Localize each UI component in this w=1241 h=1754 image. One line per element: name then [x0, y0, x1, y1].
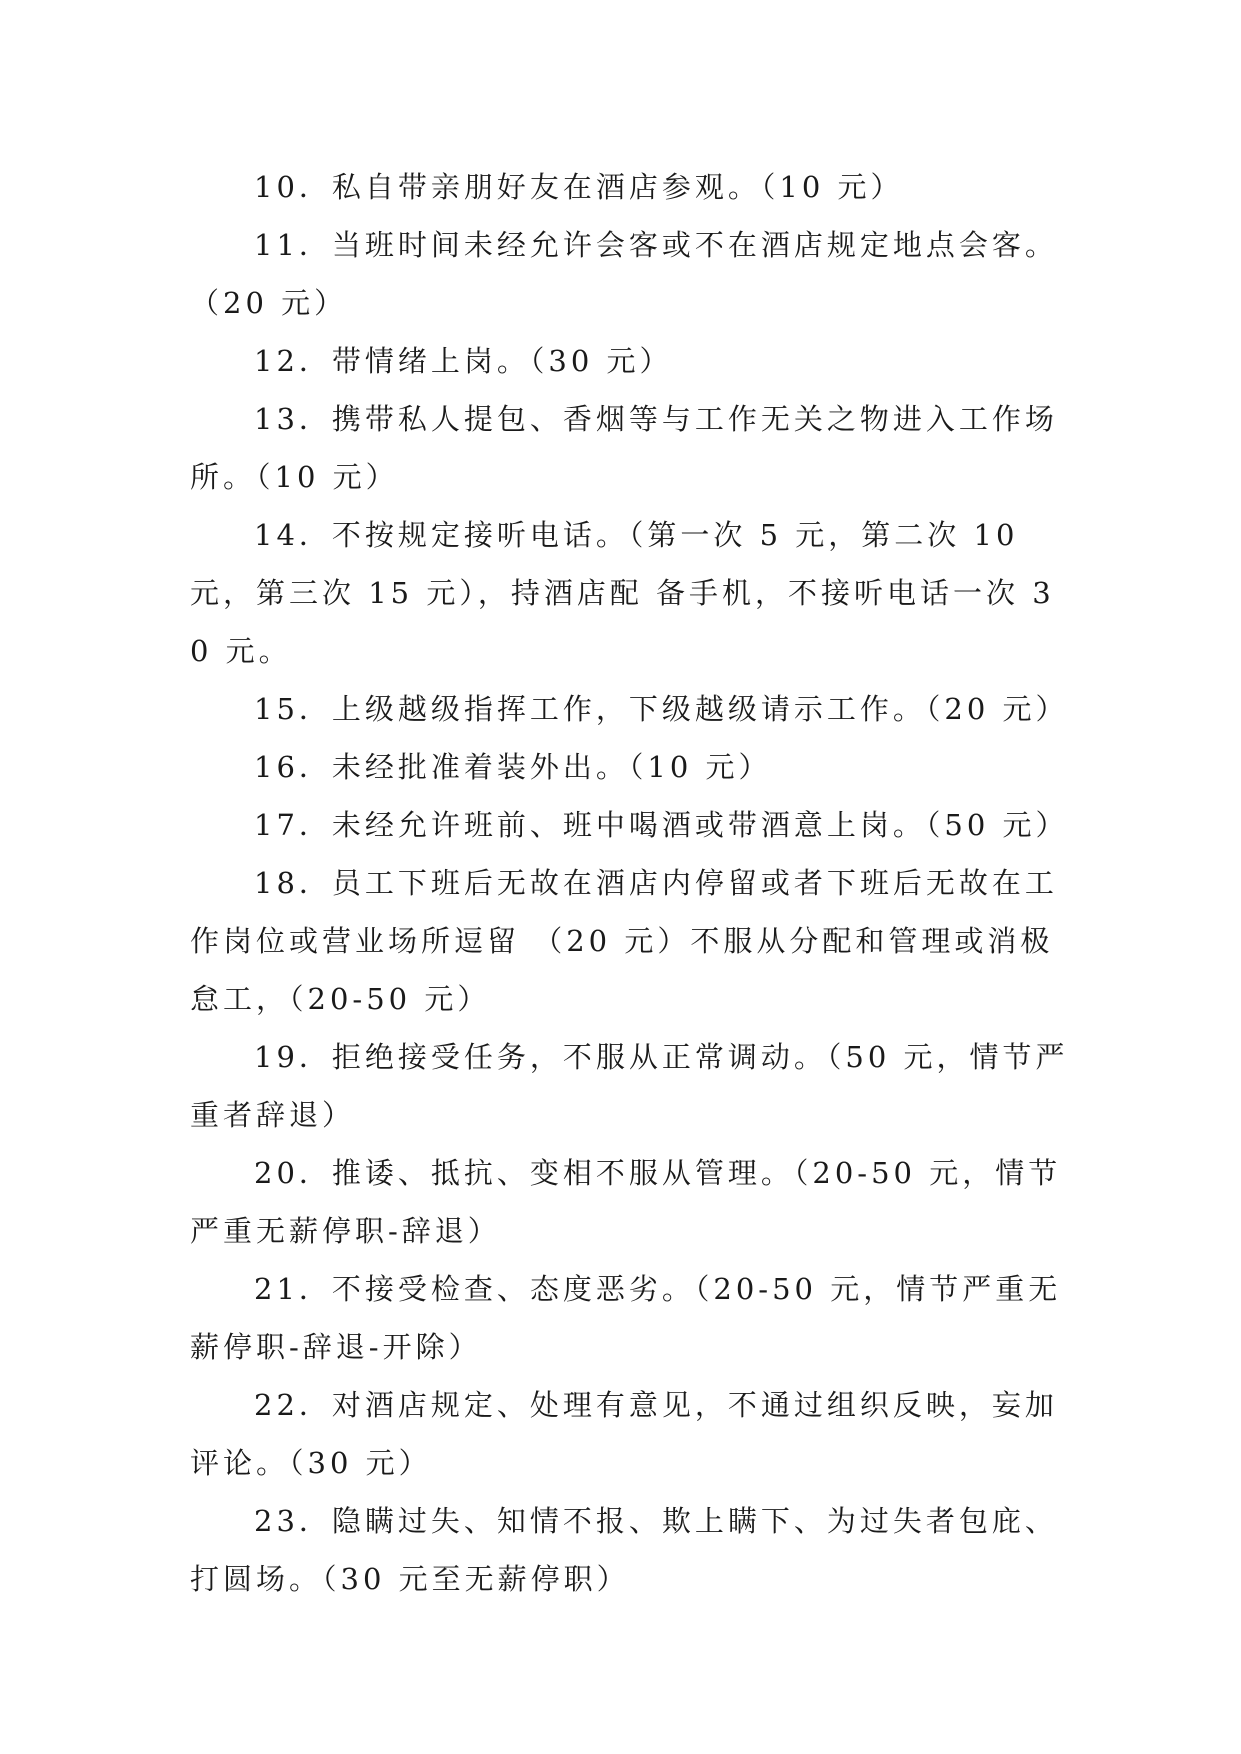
rule-item-21: 21．不接受检查、态度恶劣。（20-50 元，情节严重无薪停职-辞退-开除）: [190, 1272, 1062, 1364]
rule-item-16: 16．未经批准着装外出。（10 元）: [254, 750, 772, 784]
rule-item-14: 14．不按规定接听电话。（第一次 5 元，第二次 10 元，第三次 15 元），持酒店配 备手机，不接听电话一次 30 元。: [190, 518, 1055, 668]
rule-item-15: 15．上级越级指挥工作，下级越级请示工作。（20 元）: [254, 692, 1069, 726]
rule-item-13: 13．携带私人提包、香烟等与工作无关之物进入工作场所。（10 元）: [190, 402, 1058, 494]
rule-item-11: 11．当班时间未经允许会客或不在酒店规定地点会客。（20 元）: [190, 228, 1058, 320]
rule-item-18: 18．员工下班后无故在酒店内停留或者下班后无故在工作岗位或营业场所逗留 （20 元）不服从分配和管理或消极怠工，（20-50 元）: [190, 866, 1058, 1016]
rule-item-19: 19．拒绝接受任务，不服从正常调动。（50 元，情节严重者辞退）: [190, 1040, 1069, 1132]
rule-item-17: 17．未经允许班前、班中喝酒或带酒意上岗。（50 元）: [254, 808, 1069, 842]
rule-item-22: 22．对酒店规定、处理有意见，不通过组织反映，妄加评论。（30 元）: [190, 1388, 1058, 1480]
rule-item-10: 10．私自带亲朋好友在酒店参观。（10 元）: [254, 170, 904, 204]
rule-item-12: 12．带情绪上岗。（30 元）: [254, 344, 673, 378]
rule-item-20: 20．推诿、抵抗、变相不服从管理。（20-50 元，情节严重无薪停职-辞退）: [190, 1156, 1062, 1248]
document-body: [190, 158, 1070, 1608]
rule-item-23: 23．隐瞒过失、知情不报、欺上瞒下、为过失者包庇、打圆场。（30 元至无薪停职）: [190, 1504, 1058, 1596]
